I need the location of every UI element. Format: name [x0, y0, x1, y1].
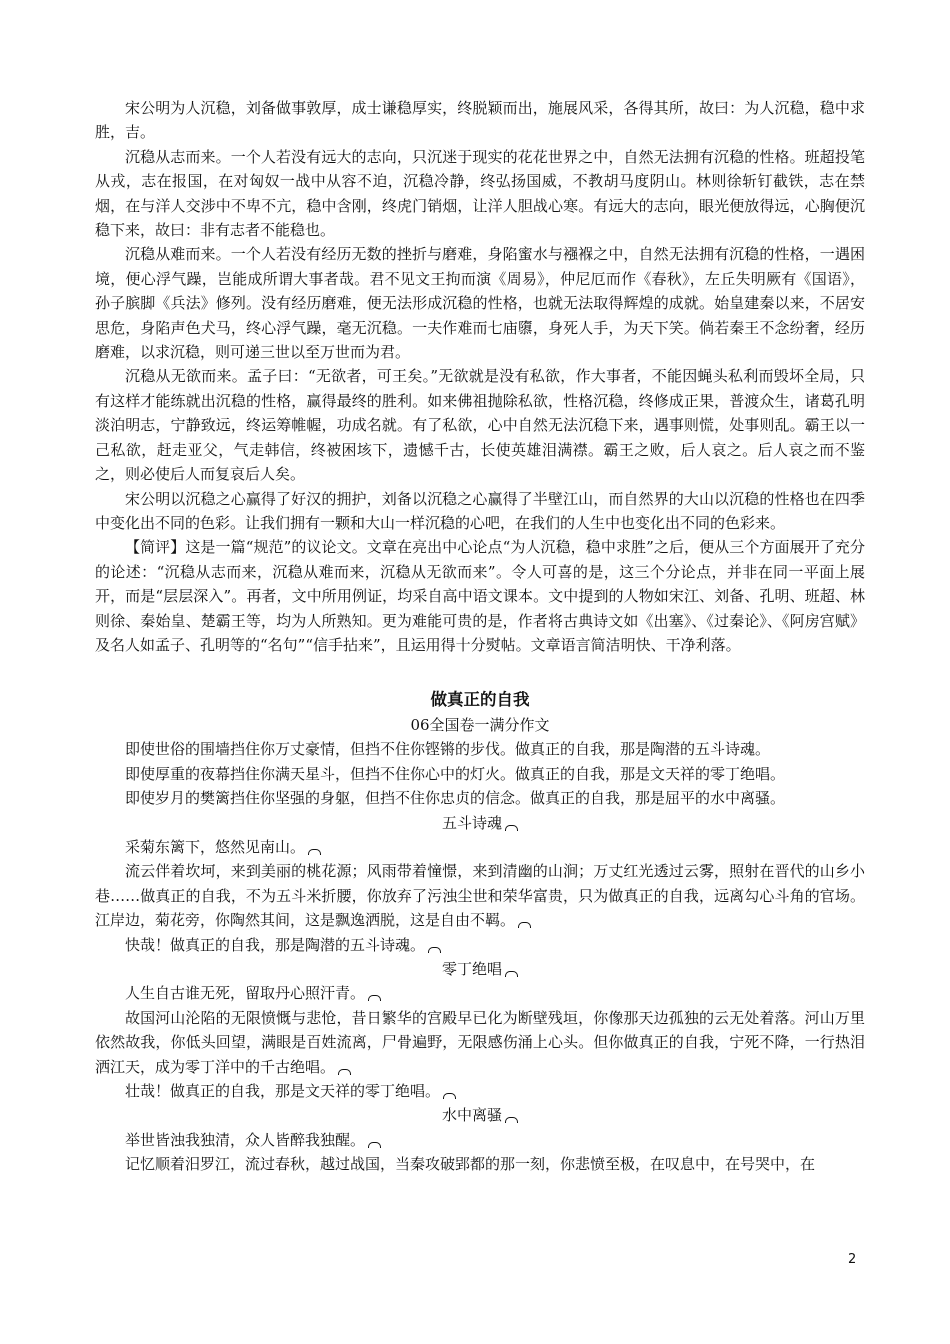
intro-line: 即使岁月的樊篱挡住你坚强的身躯，但挡不住你忠贞的信念。做真正的自我，那是屈平的水中离骚。: [125, 789, 786, 808]
intro-line: 即使厚重的夜幕挡住你满天星斗，但挡不住你心中的灯火。做真正的自我，那是文天祥的零丁绝唱。: [125, 764, 786, 783]
paragraph: 记忆顺着汨罗江，流过春秋，越过战国，当秦攻破郢都的那一刻，你悲愤至极，在叹息中，在号哭中，在: [125, 1155, 816, 1174]
paragraph-mark-icon: [505, 825, 518, 831]
page-number: 2: [848, 1252, 857, 1267]
paragraph-mark-icon: [505, 1117, 518, 1123]
paragraph: 举世皆浊我独清，众人皆醉我独醒。: [95, 1128, 865, 1152]
paragraph-mark-icon: [368, 995, 381, 1001]
essay-title: 做真正的自我: [430, 690, 530, 710]
paragraph: 沉稳从志而来。一个人若没有远大的志向，只沉迷于现实的花花世界之中，自然无法拥有沉稳的性格。班超投笔从戎，志在报国，在对匈奴一战中从容不迫，沉稳冷静，终弘扬国威，不教胡马度阴山。林则徐斩钉截铁，志在禁烟，在与洋人交涉中不卑不亢，稳中含刚，终虎门销烟，让洋人胆战心寒。有远大的志向，眼光便放得远，心胸便沉稳下来，故曰：非有志者不能稳也。: [95, 147, 865, 240]
paragraph: 故国河山沦陷的无限愤慨与悲怆，昔日繁华的宫殿早已化为断壁残垣，你像那天边孤独的云无处着落。河山万里依然故我，你低头回望，满眼是百姓流离，尸骨遍野，无限感伤涌上心头。但你做真正的自我，宁死不降，一行热泪洒江天，成为零丁洋中的千古绝唱。: [95, 1008, 865, 1076]
paragraph-mark-icon: [338, 1069, 351, 1075]
document-page: [95, 96, 865, 1177]
paragraph: 采菊东篱下，悠然见南山。: [95, 835, 865, 859]
paragraph: 宋公明以沉稳之心赢得了好汉的拥护，刘备以沉稳之心赢得了半壁江山，而自然界的大山以沉稳的性格也在四季中变化出不同的色彩。让我们拥有一颗和大山一样沉稳的心吧，在我们的人生中也变化出不同的色彩来。: [95, 489, 865, 532]
review-paragraph: 【简评】这是一篇“规范”的议论文。文章在亮出中心论点“为人沉稳，稳中求胜”之后，便从三个方面展开了充分的论述：“沉稳从志而来，沉稳从难而来，沉稳从无欲而来”。令人可喜的是，这三个分论点，并非在同一平面上展开，而是“层层深入”。再者，文中所用例证，均采自高中语文课本。文中提到的人物如宋江、刘备、孔明、班超、林则徐、秦始皇、楚霸王等，均为人所熟知。更为难能可贵的是，作者将古典诗文如《出塞》、《过秦论》、《阿房宫赋》及名人如孟子、孔明等的“名句”“信手拈来”，且运用得十分熨帖。文章语言简洁明快、干净利落。: [95, 538, 865, 654]
paragraph-mark-icon: [505, 971, 518, 977]
section-heading: 五斗诗魂: [95, 811, 865, 835]
paragraph-mark-icon: [443, 1093, 456, 1099]
paragraph: 快哉！做真正的自我，那是陶潜的五斗诗魂。: [95, 933, 865, 957]
paragraph: 宋公明为人沉稳，刘备做事敦厚，成士谦稳厚实，终脱颖而出，施展风采，各得其所，故曰：为人沉稳，稳中求胜，吉。: [95, 99, 865, 142]
paragraph-mark-icon: [518, 922, 531, 928]
paragraph-mark-icon: [308, 849, 321, 855]
intro-line: 即使世俗的围墙挡住你万丈豪情，但挡不住你铿锵的步伐。做真正的自我，那是陶潜的五斗诗魂。: [125, 740, 771, 759]
paragraph: 沉稳从无欲而来。孟子曰：“无欲者，可王矣。”无欲就是没有私欲，作大事者，不能因蝇头私利而毁坏全局，只有这样才能练就出沉稳的性格，赢得最终的胜利。如来佛祖抛除私欲，性格沉稳，终修成正果，普渡众生，诸葛孔明淡泊明志，宁静致远，终运筹帷幄，功成名就。有了私欲，心中自然无法沉稳下来，遇事则慌，处事则乱。霸王以一己私欲，赶走亚父，气走韩信，终被困垓下，遗憾千古，长使英雄泪满襟。霸王之败，后人哀之。后人哀之而不鉴之，则必使后人而复哀后人矣。: [95, 367, 865, 484]
paragraph: 流云伴着坎坷，来到美丽的桃花源；风雨带着憧憬，来到清幽的山涧；万丈红光透过云雾，照射在晋代的山乡小巷……做真正的自我，不为五斗米折腰，你放弃了污浊尘世和荣华富贵，只为做真正的自我，远离勾心斗角的官场。江岸边，菊花旁，你陶然其间，这是飘逸洒脱，这是自由不羁。: [95, 862, 865, 930]
essay-subtitle: 06全国卷一满分作文: [410, 716, 550, 735]
paragraph-mark-icon: [428, 947, 441, 953]
section-heading: 水中离骚: [95, 1103, 865, 1127]
paragraph: 人生自古谁无死，留取丹心照汗青。: [95, 981, 865, 1005]
section-heading: 零丁绝唱: [95, 957, 865, 981]
paragraph: 壮哉！做真正的自我，那是文天祥的零丁绝唱。: [95, 1079, 865, 1103]
paragraph: 沉稳从难而来。一个人若没有经历无数的挫折与磨难，身陷蜜水与襁褓之中，自然无法拥有沉稳的性格，一遇困境，便心浮气躁，岂能成所谓大事者哉。君不见文王拘而演《周易》，仲尼厄而作《春秋》，左丘失明厥有《国语》，孙子膑脚《兵法》修列。没有经历磨难，便无法形成沉稳的性格，也就无法取得辉煌的成就。始皇建秦以来，不居安思危，身陷声色犬马，终心浮气躁，毫无沉稳。一夫作难而七庙隳，身死人手，为天下笑。倘若秦王不念纷奢，经历磨难，以求沉稳，则可递三世以至万世而为君。: [95, 245, 865, 362]
paragraph-mark-icon: [368, 1142, 381, 1148]
